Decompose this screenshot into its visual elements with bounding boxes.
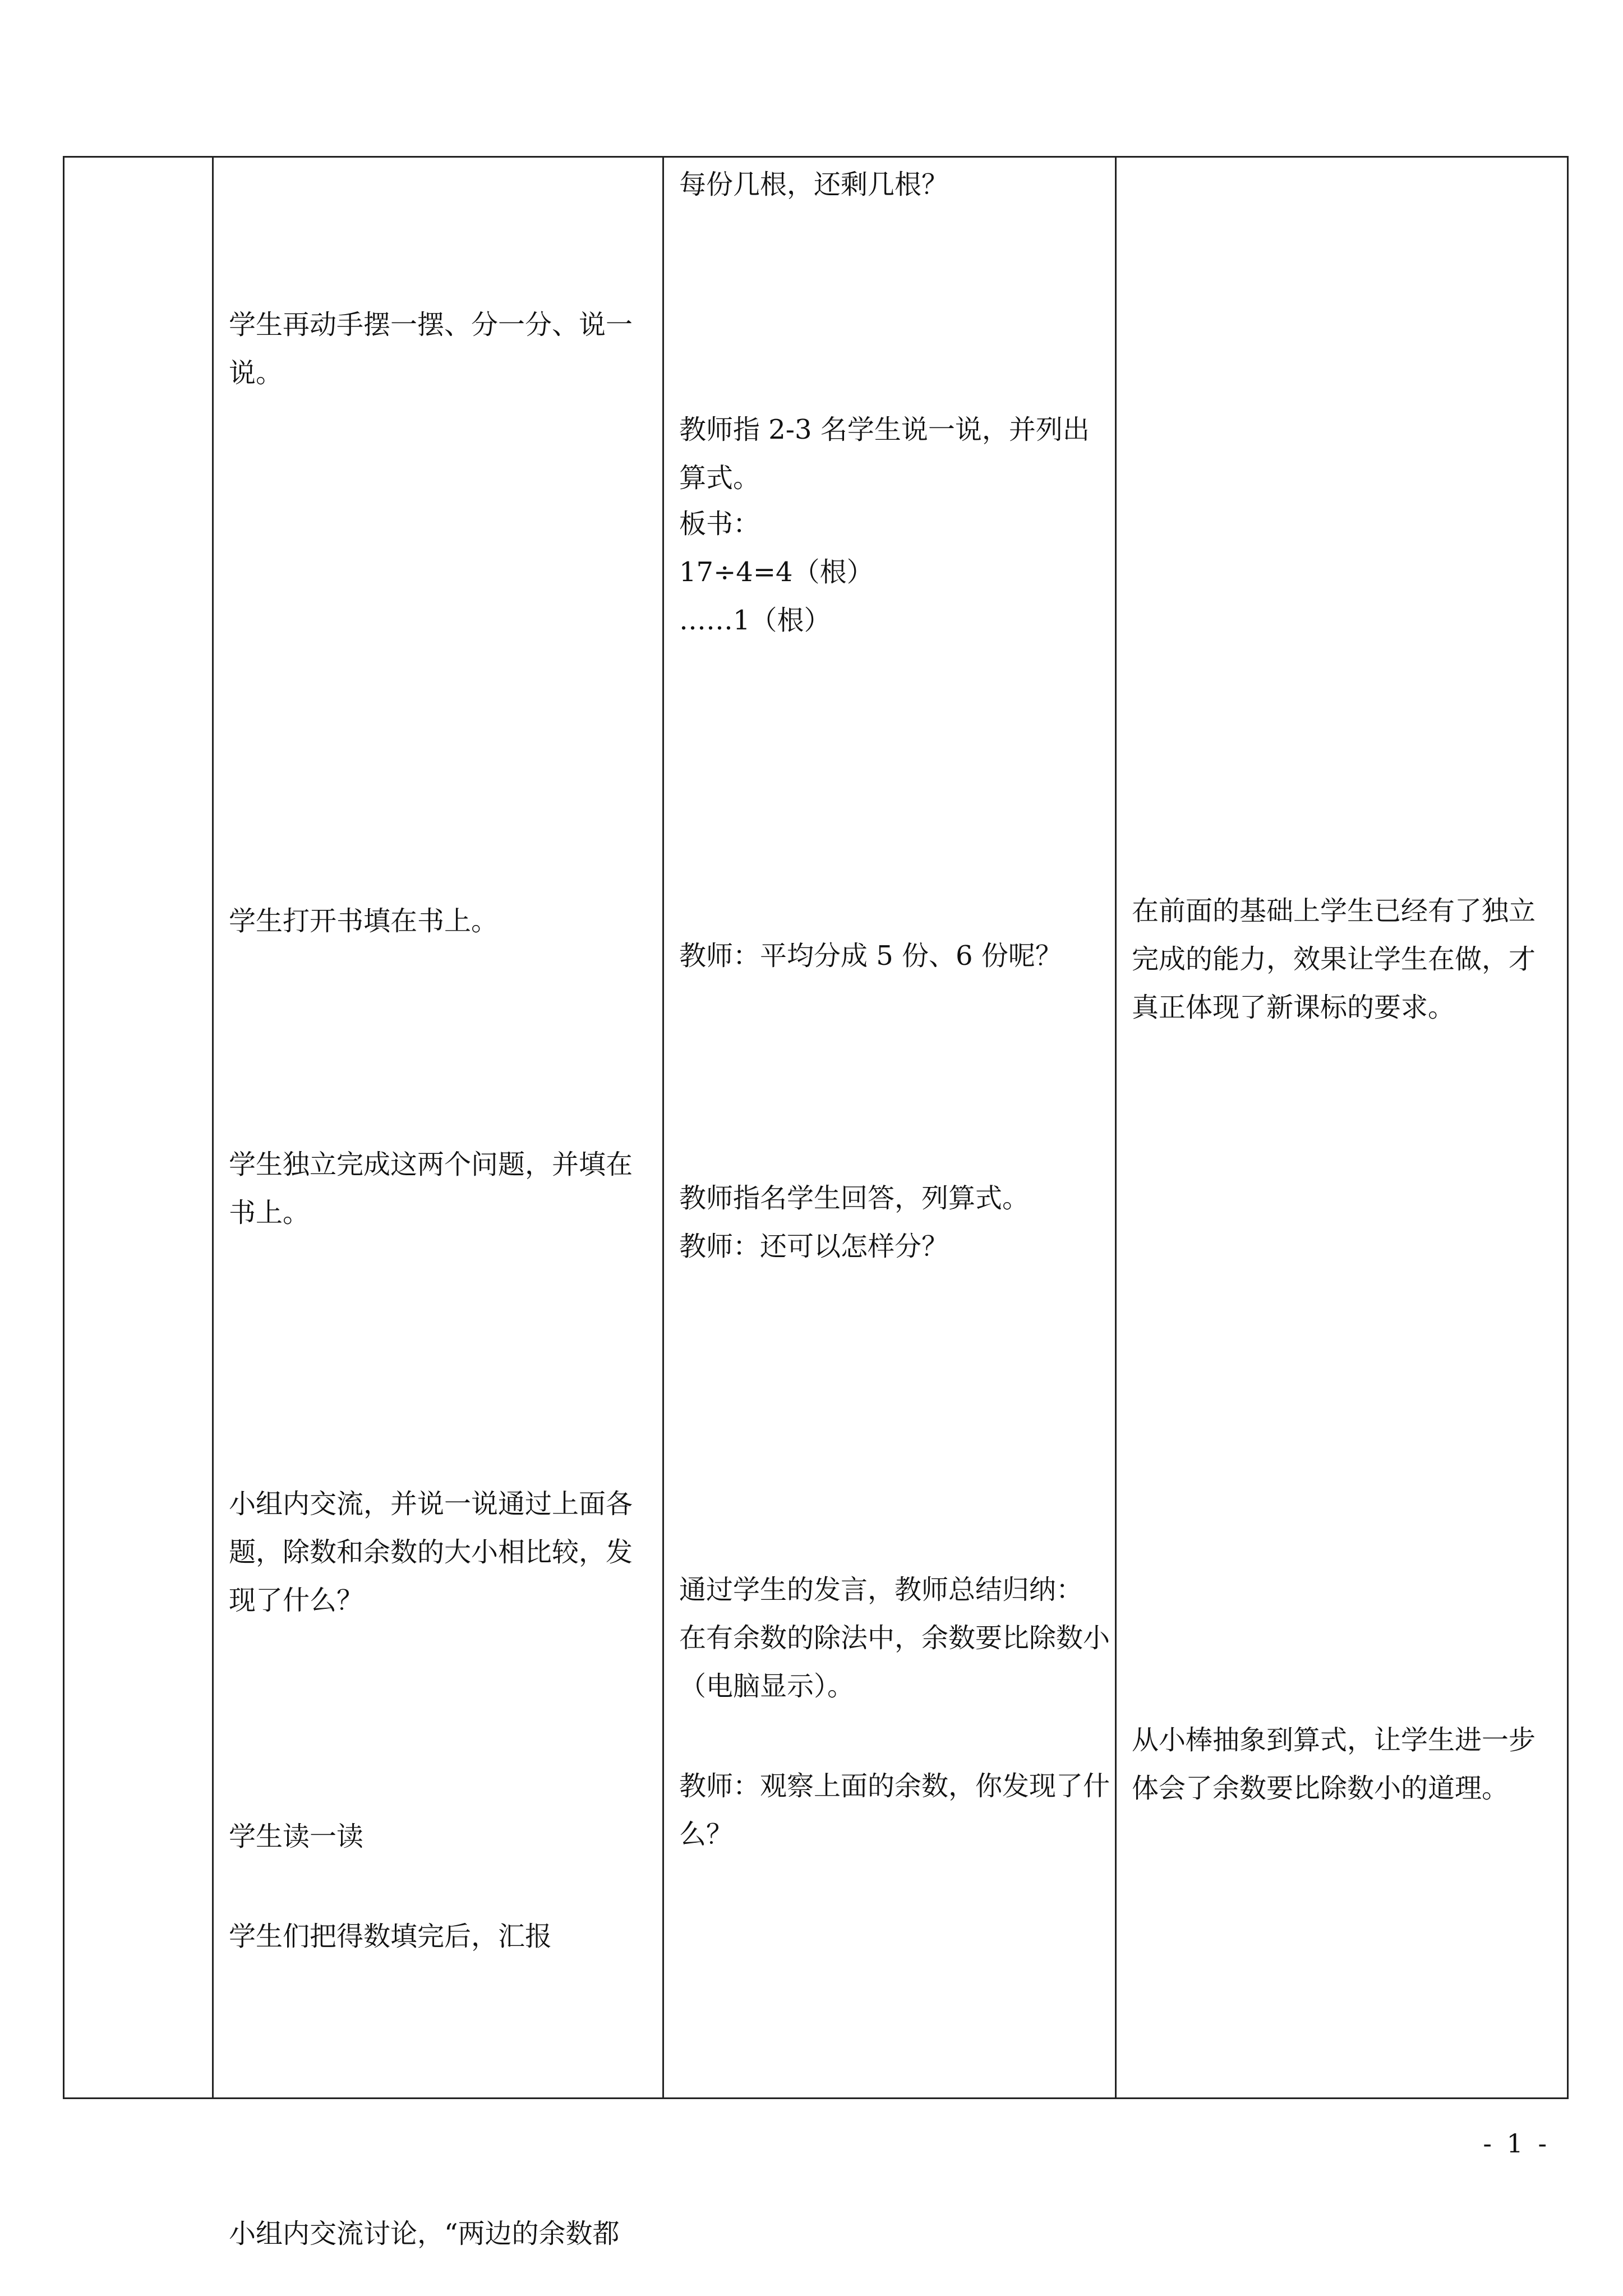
teacher-activity-text: 教师指名学生回答，列算式。 bbox=[679, 1182, 1030, 1214]
lesson-plan-table bbox=[63, 156, 1569, 2249]
teacher-activity-text: 通过学生的发言，教师总结归纳： bbox=[679, 1574, 1083, 1605]
page-number: - 1 - bbox=[1483, 2128, 1550, 2159]
student-activity-text: 学生们把得数填完后，汇报 bbox=[229, 1921, 552, 1952]
student-activity-text: 小组内交流讨论，“两边的余数都 bbox=[229, 2218, 620, 2249]
design-intent-cell bbox=[1116, 157, 1568, 2099]
teacher-activity-text: 在有余数的除法中，余数要比除数小（电脑显示）。 bbox=[679, 1622, 1110, 1702]
teacher-activity-text: 每份几根，还剩几根？ bbox=[679, 169, 949, 200]
teacher-activity-text: 教师：观察上面的余数，你发现了什么？ bbox=[679, 1770, 1110, 1850]
table-row bbox=[64, 157, 1568, 2099]
teacher-activity-text: 教师指 2-3 名学生说一说，并列出算式。 bbox=[679, 414, 1090, 494]
board-writing-remainder: ……1（根） bbox=[679, 605, 831, 636]
student-activity-text: 学生打开书填在书上。 bbox=[229, 905, 499, 937]
design-intent-text: 在前面的基础上学生已经有了独立完成的能力，效果让学生在做，才真正体现了新课标的要求。 bbox=[1132, 895, 1536, 1023]
teacher-activity-text: 教师：平均分成 5 份、6 份呢？ bbox=[679, 940, 1062, 972]
teacher-activity-text: 板书： bbox=[679, 508, 760, 540]
student-activity-cell bbox=[213, 157, 663, 2249]
student-activity-text: 小组内交流，并说一说通过上面各题，除数和余数的大小相比较，发现了什么？ bbox=[229, 1488, 633, 1616]
design-intent-text: 从小棒抽象到算式，让学生进一步体会了余数要比除数小的道理。 bbox=[1132, 1724, 1536, 1804]
student-activity-text: 学生读一读 bbox=[229, 1821, 364, 1852]
student-activity-text: 学生再动手摆一摆、分一分、说一说。 bbox=[229, 309, 633, 389]
teacher-activity-text: 教师：还可以怎样分？ bbox=[679, 1231, 949, 1262]
teacher-activity-cell bbox=[663, 157, 1116, 2099]
stage-column-cell bbox=[64, 157, 213, 2099]
student-activity-text: 学生独立完成这两个问题，并填在书上。 bbox=[229, 1149, 633, 1228]
board-writing-formula: 17÷4=4（根） bbox=[679, 556, 874, 588]
